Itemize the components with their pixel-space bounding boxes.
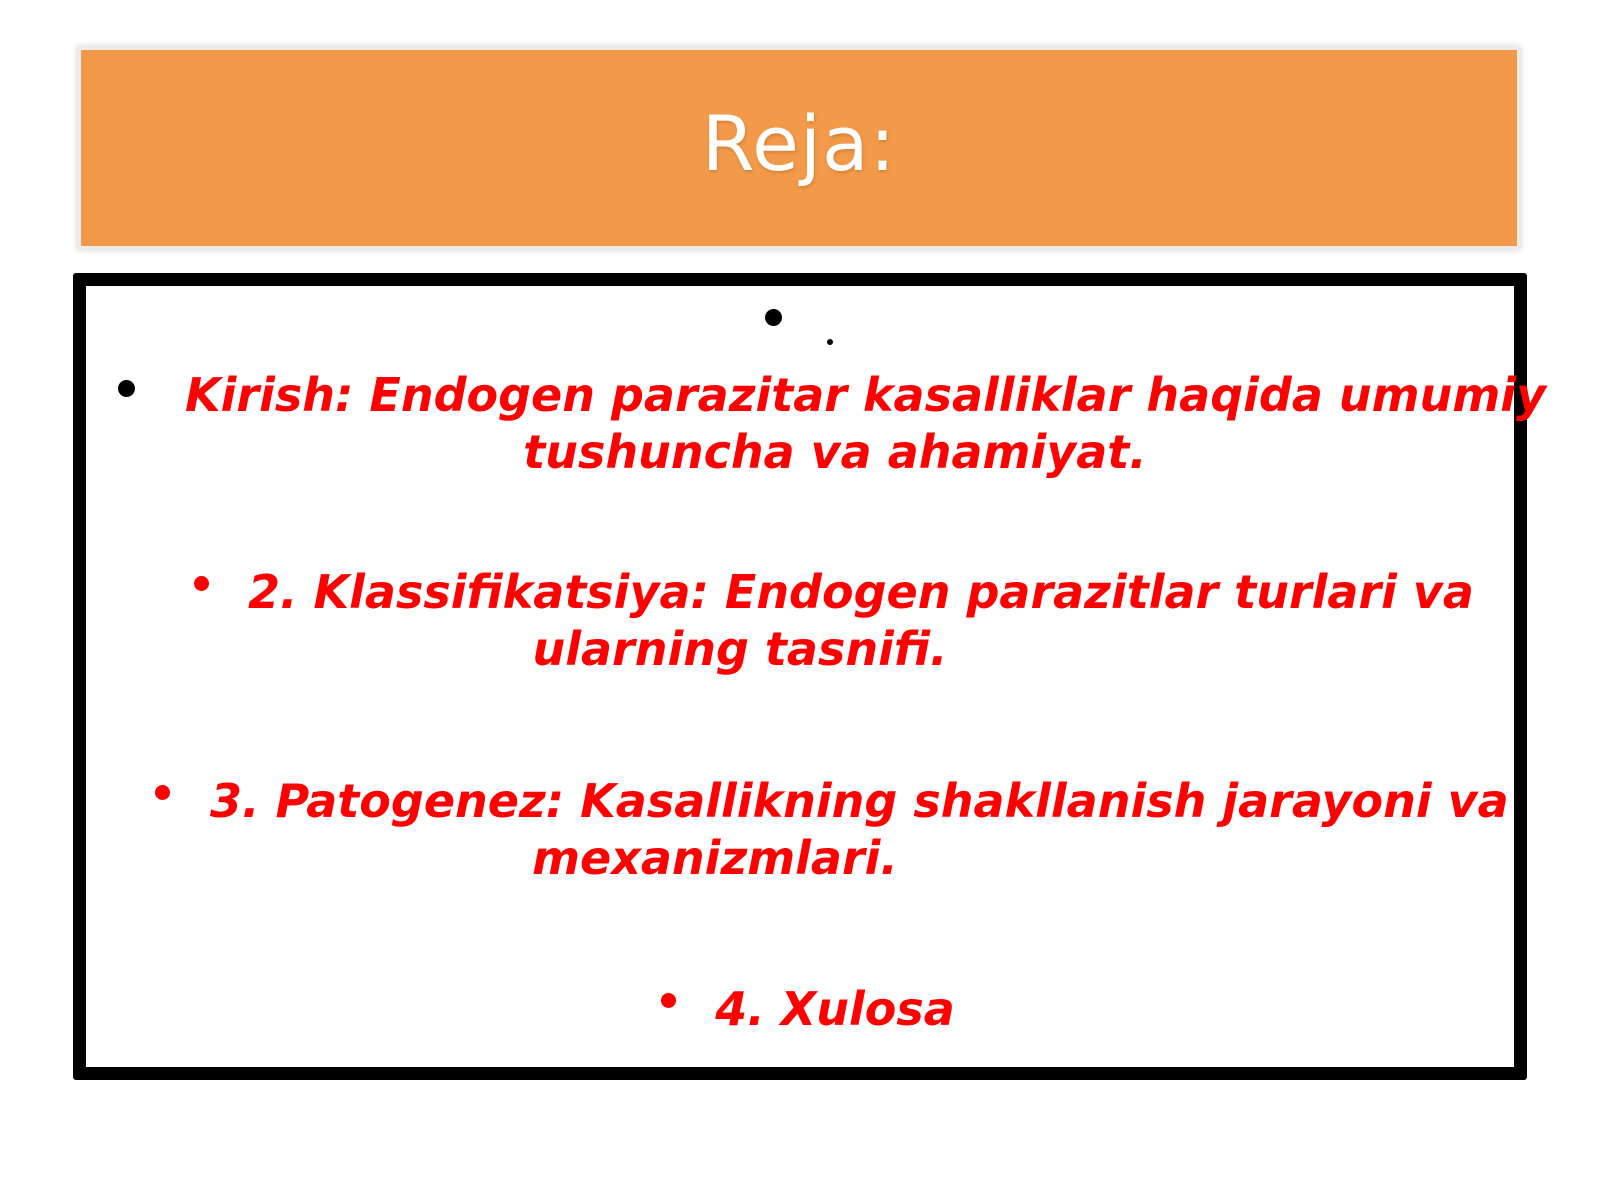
plan-item-conclusion: 4. Xulosa bbox=[715, 982, 955, 1036]
plan-item-intro-line2: tushuncha va ahamiyat. bbox=[523, 425, 1147, 479]
list-bullet bbox=[661, 993, 676, 1008]
empty-bullet-small bbox=[827, 339, 833, 345]
slide-title: Reja: bbox=[701, 98, 897, 188]
plan-item-intro-line1: Kirish: Endogen parazitar kasalliklar haqida umumiy bbox=[185, 368, 1546, 422]
list-bullet bbox=[155, 785, 170, 800]
plan-item-classification-line1: 2. Klassifikatsiya: Endogen parazitlar turlari va bbox=[248, 565, 1474, 619]
list-bullet bbox=[194, 576, 209, 591]
plan-item-pathogenesis-line2: mexanizmlari. bbox=[532, 831, 898, 885]
plan-item-pathogenesis-line1: 3. Patogenez: Kasallikning shakllanish jarayoni va bbox=[210, 774, 1509, 828]
title-bar bbox=[81, 50, 1517, 246]
list-bullet bbox=[118, 380, 135, 397]
empty-bullet bbox=[765, 309, 782, 326]
plan-item-classification-line2: ularning tasnifi. bbox=[532, 622, 948, 676]
